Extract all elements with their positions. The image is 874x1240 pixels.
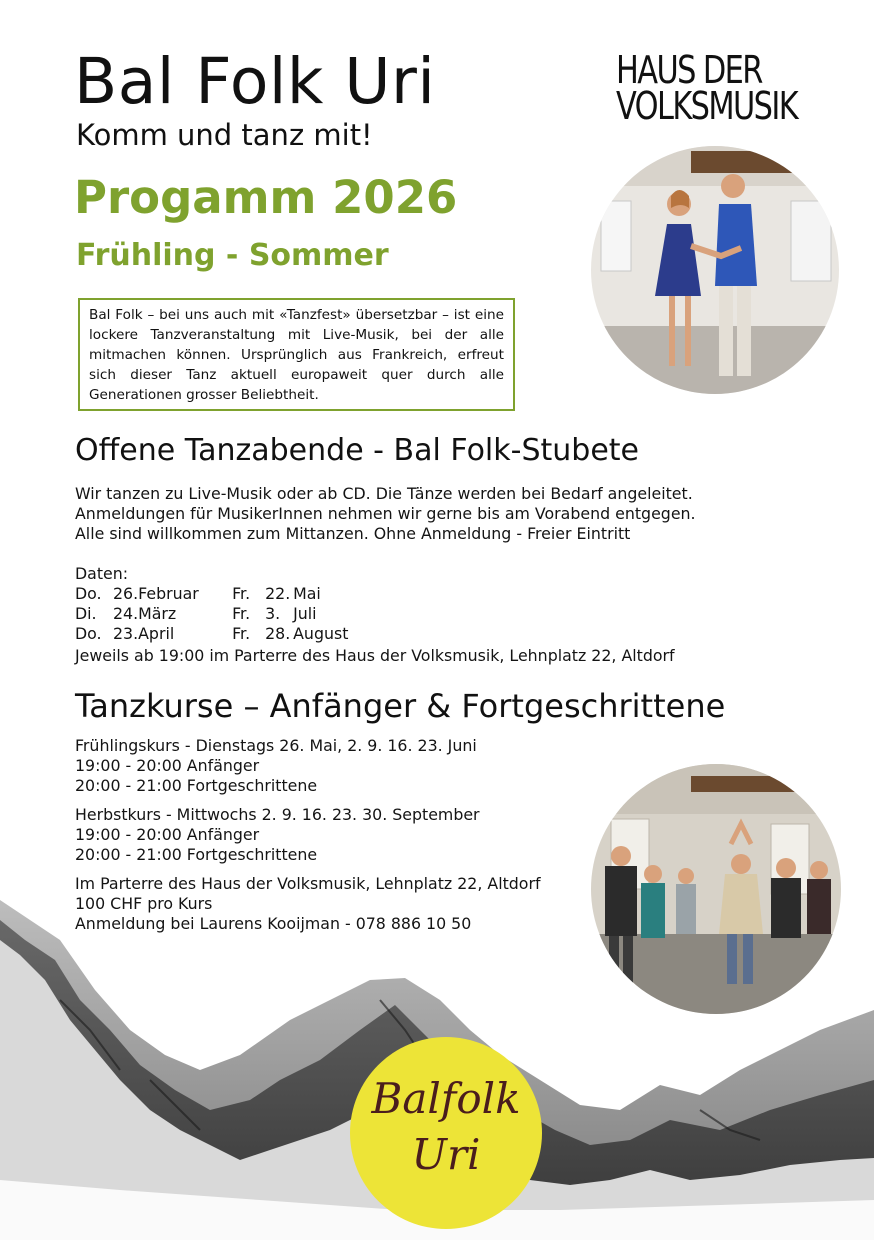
page-subtitle: Komm und tanz mit!	[76, 118, 373, 152]
info-line: Anmeldungen für MusikerInnen nehmen wir gerne bis am Vorabend entgegen.	[75, 504, 696, 523]
date-weekday: Di.	[75, 604, 97, 623]
dates-label: Daten:	[75, 564, 129, 583]
tanzabende-info	[75, 484, 696, 544]
date-day: 26.	[113, 584, 139, 603]
date-day: 23.	[113, 624, 139, 643]
intro-box: Bal Folk – bei uns auch mit «Tanzfest» übersetzbar – ist eine lockere Tanzveranstaltung mit Live-Musik, bei der alle mitmachen können. Ursprünglich aus Frankreich, erfreut sich dieser Tanz aktuell europaweit quer durch alle Generationen grosser Beliebtheit.	[78, 298, 515, 411]
course-line: 20:00 - 21:00 Fortgeschrittene	[75, 776, 318, 795]
photo-couple-dancing	[591, 146, 839, 394]
course-line: Herbstkurs - Mittwochs 2. 9. 16. 23. 30. September	[75, 805, 480, 824]
venue-line: Jeweils ab 19:00 im Parterre des Haus der Volksmusik, Lehnplatz 22, Altdorf	[75, 646, 675, 665]
badge-line-2: Uri	[411, 1130, 481, 1179]
date-row	[75, 604, 348, 624]
date-day: 28.	[265, 624, 291, 643]
herbstkurs-block	[75, 805, 480, 865]
info-line: Alle sind willkommen zum Mittanzen. Ohne Anmeldung - Freier Eintritt	[75, 524, 631, 543]
date-month: August	[293, 624, 349, 643]
section-heading-tanzkurse: Tanzkurse – Anfänger & Fortgeschrittene	[75, 687, 726, 725]
date-day: 3.	[265, 604, 281, 623]
date-month: März	[138, 604, 177, 623]
date-day: 22.	[265, 584, 291, 603]
photo-group-dancing	[591, 764, 841, 1014]
date-weekday: Fr.	[232, 584, 251, 603]
date-weekday: Fr.	[232, 624, 251, 643]
date-row	[75, 584, 348, 604]
course-line: 20:00 - 21:00 Fortgeschrittene	[75, 845, 318, 864]
date-month: Mai	[293, 584, 321, 603]
date-weekday: Do.	[75, 584, 102, 603]
info-line: Wir tanzen zu Live-Musik oder ab CD. Die Tänze werden bei Bedarf angeleitet.	[75, 484, 693, 503]
program-heading: Progamm 2026	[74, 171, 458, 224]
logo-line-1: HAUS DER	[616, 48, 762, 92]
badge-line-1: Balfolk	[371, 1074, 521, 1123]
location-line: Anmeldung bei Laurens Kooijman - 078 886 10 50	[75, 914, 472, 933]
date-month: April	[138, 624, 175, 643]
location-line: 100 CHF pro Kurs	[75, 894, 213, 913]
haus-der-volksmusik-logo	[616, 48, 844, 128]
logo-line-2: VOLKSMUSIK	[616, 84, 798, 128]
course-location-block	[75, 874, 541, 934]
badge-text	[350, 1071, 542, 1183]
date-weekday: Fr.	[232, 604, 251, 623]
location-line: Im Parterre des Haus der Volksmusik, Lehnplatz 22, Altdorf	[75, 874, 541, 893]
course-line: Frühlingskurs - Dienstags 26. Mai, 2. 9. 16. 23. Juni	[75, 736, 477, 755]
page-title: Bal Folk Uri	[74, 45, 436, 118]
course-line: 19:00 - 20:00 Anfänger	[75, 756, 260, 775]
date-row	[75, 624, 348, 644]
date-weekday: Do.	[75, 624, 102, 643]
course-line: 19:00 - 20:00 Anfänger	[75, 825, 260, 844]
fruehlingskurs-block	[75, 736, 477, 796]
balfolk-uri-badge	[350, 1037, 542, 1229]
dates-table	[75, 584, 348, 644]
section-heading-tanzabende: Offene Tanzabende - Bal Folk-Stubete	[75, 433, 639, 468]
date-month: Juli	[293, 604, 317, 623]
season-heading: Frühling - Sommer	[76, 238, 389, 273]
date-day: 24.	[113, 604, 139, 623]
date-month: Februar	[138, 584, 199, 603]
